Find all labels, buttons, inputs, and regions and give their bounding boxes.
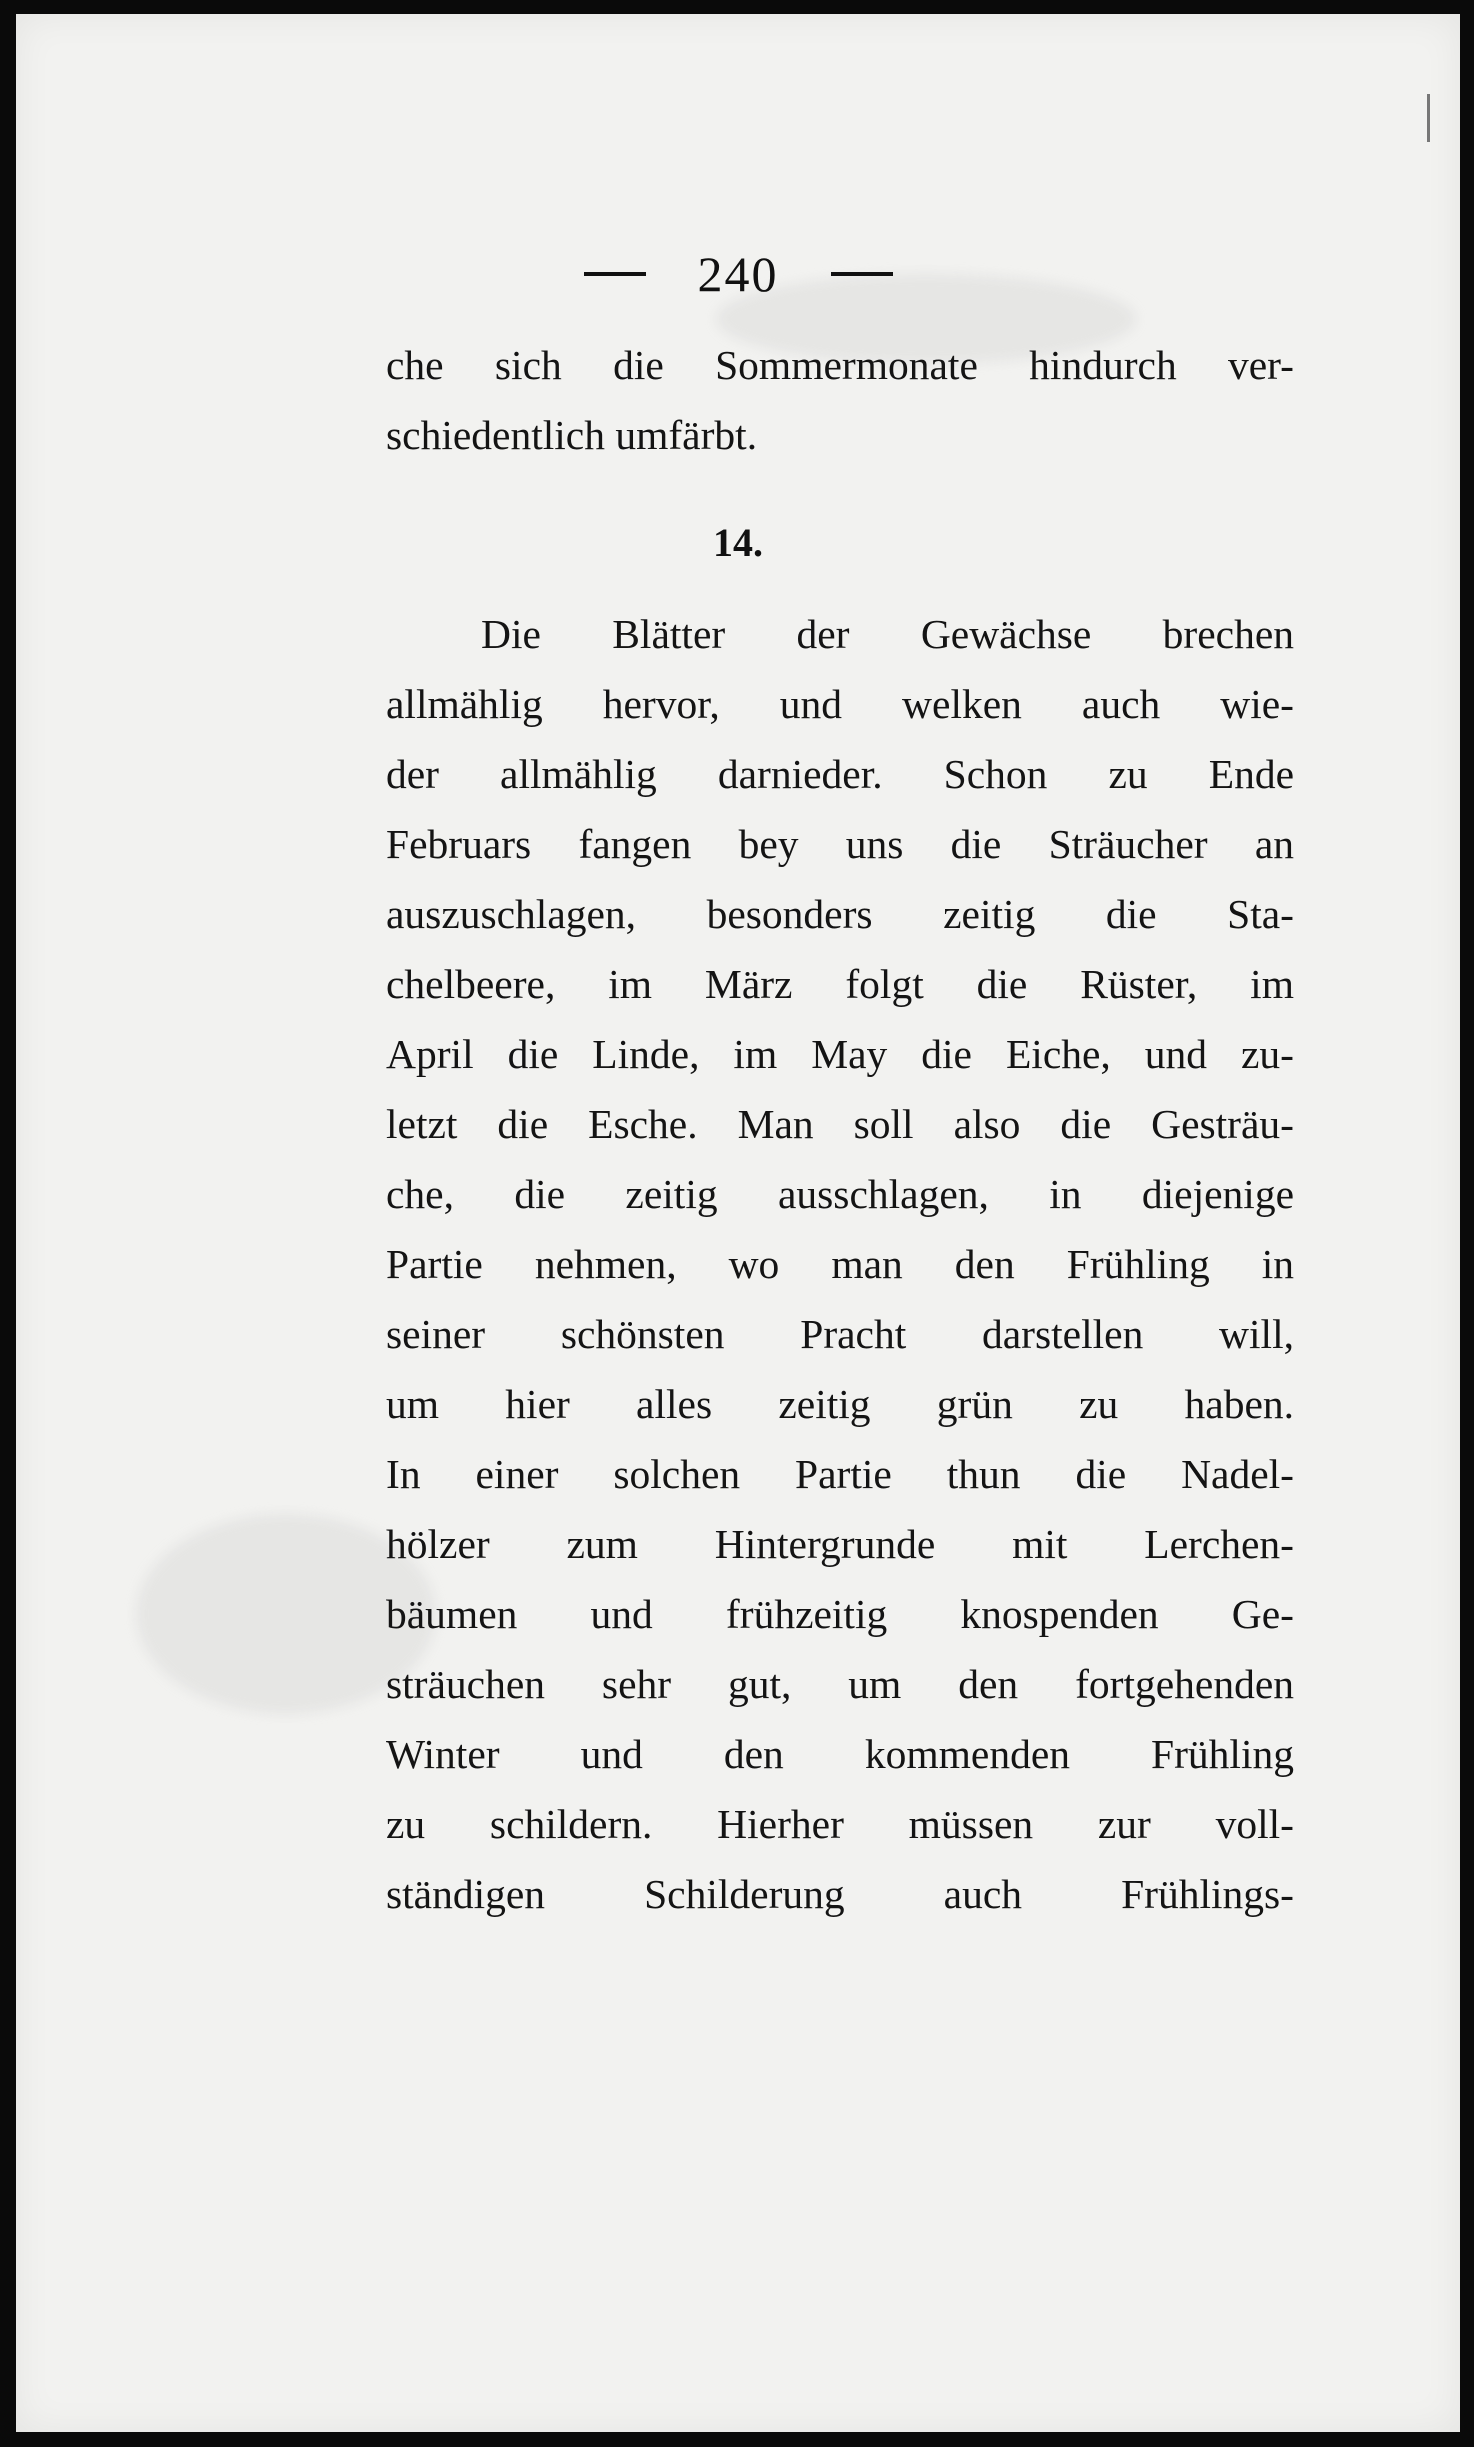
text-line: zu schildern. Hierher müssen zur voll- — [386, 1801, 1294, 1847]
text-line: seiner schönsten Pracht darstellen will, — [386, 1311, 1294, 1357]
header-dash-right — [831, 272, 893, 276]
page-number: 240 — [697, 245, 779, 302]
text-line: In einer solchen Partie thun die Nadel- — [386, 1451, 1294, 1497]
text-line: letzt die Esche. Man soll also die Gesträu- — [386, 1101, 1294, 1147]
text-line: Winter und den kommenden Frühling — [386, 1731, 1294, 1777]
text-line: che, die zeitig ausschlagen, in diejenige — [386, 1171, 1294, 1217]
text-line: Die Blätter der Gewächse brechen — [481, 611, 1294, 657]
text-line: um hier alles zeitig grün zu haben. — [386, 1381, 1294, 1427]
text-line: sträuchen sehr gut, um den fortgehenden — [386, 1661, 1294, 1707]
section-number: 14. — [713, 520, 763, 565]
text-line: schiedentlich umfärbt. — [386, 412, 758, 458]
text-line: chelbeere, im März folgt die Rüster, im — [386, 961, 1294, 1007]
text-line: bäumen und frühzeitig knospenden Ge- — [386, 1591, 1294, 1637]
text-line: hölzer zum Hintergrunde mit Lerchen- — [386, 1521, 1294, 1567]
text-line: April die Linde, im May die Eiche, und zu- — [386, 1031, 1294, 1077]
header-dash-left — [584, 272, 646, 276]
text-line: auszuschlagen, besonders zeitig die Sta- — [386, 891, 1294, 937]
book-page — [16, 14, 1460, 2432]
text-line: der allmählig darnieder. Schon zu Ende — [386, 751, 1294, 797]
text-line: ständigen Schilderung auch Frühlings- — [386, 1871, 1294, 1917]
page-header — [16, 239, 1460, 303]
edge-mark — [1427, 94, 1430, 142]
text-line: allmählig hervor, und welken auch wie- — [386, 681, 1294, 727]
text-line: Februars fangen bey uns die Sträucher an — [386, 821, 1294, 867]
intro-text — [386, 330, 1294, 470]
paragraph — [386, 599, 1294, 1929]
text-line: Partie nehmen, wo man den Frühling in — [386, 1241, 1294, 1287]
text-line: che sich die Sommermonate hindurch ver- — [386, 342, 1294, 388]
